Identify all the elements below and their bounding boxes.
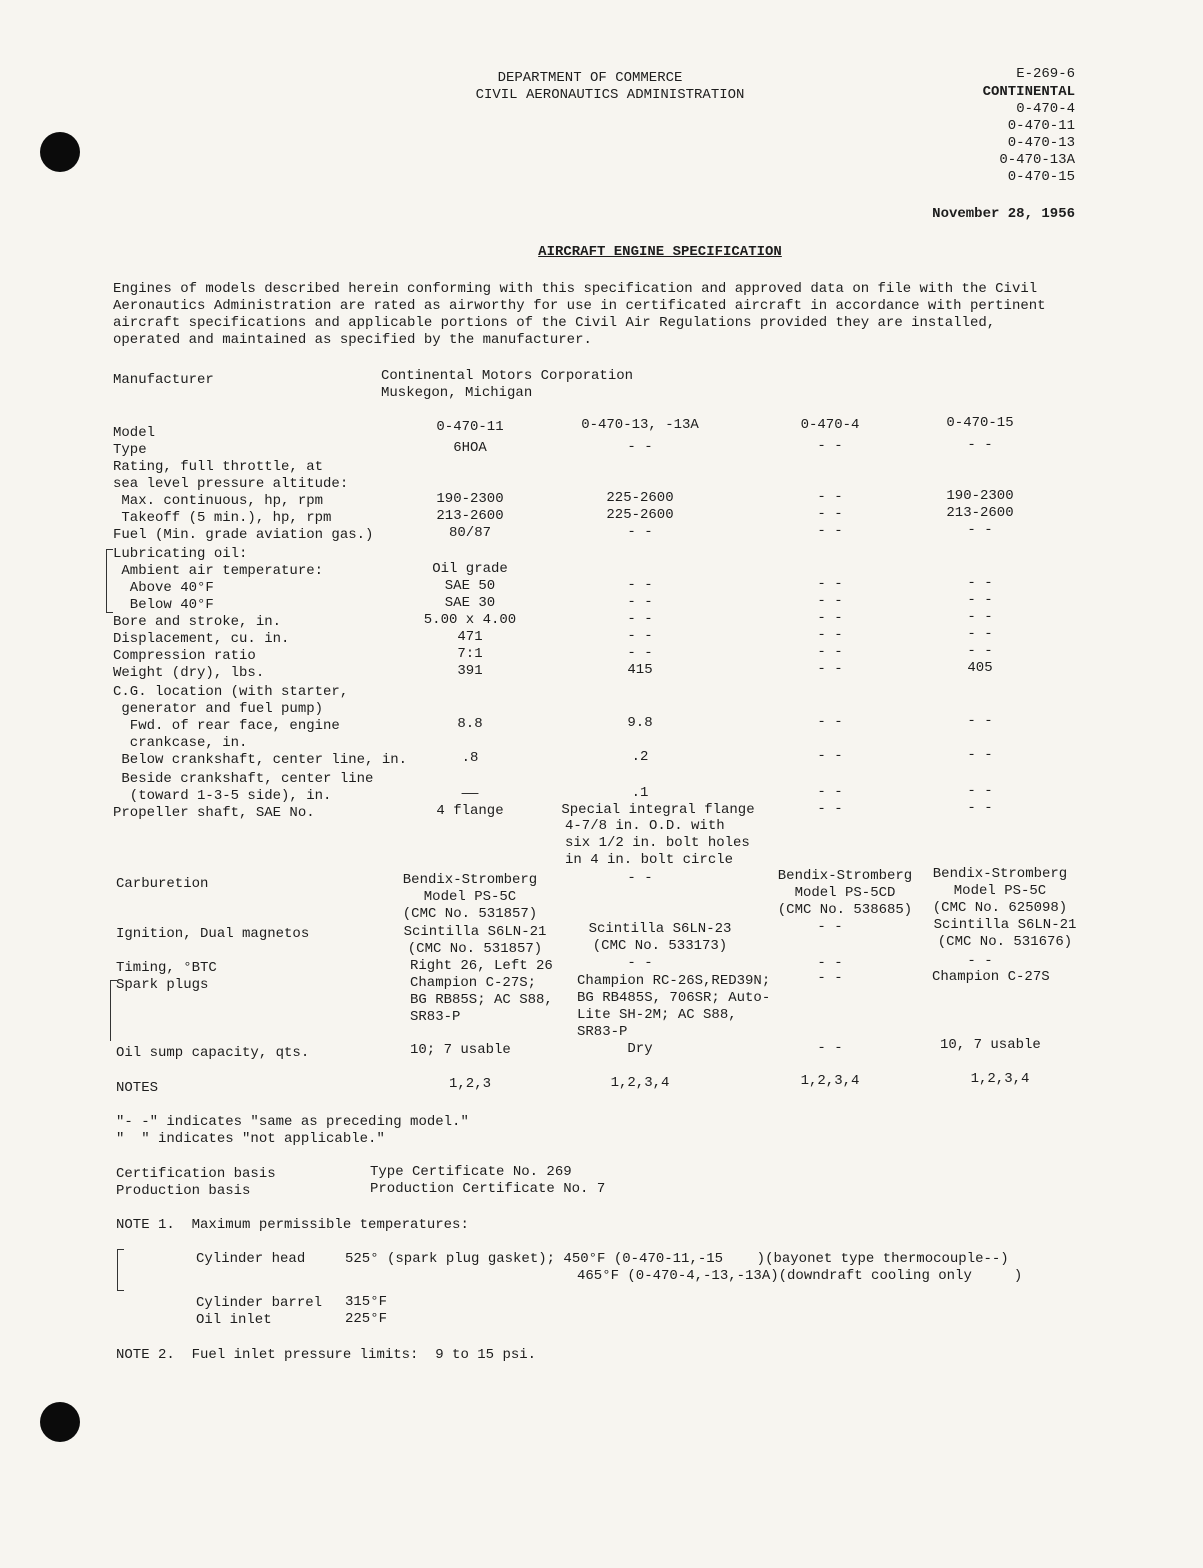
oil-sump-value: - - [817,1040,843,1056]
spec-cell: - - [967,609,993,625]
spec-cell: 405 [967,660,993,676]
spec-cell: 213-2600 [436,508,504,524]
spec-cell: - - [817,784,843,800]
spec-cell: Oil grade [432,561,508,577]
notes-label: NOTES [116,1080,159,1096]
spec-row-label: Rating, full throttle, at [113,459,324,475]
model-id: 0-470-13 [1007,135,1075,151]
intro-line: aircraft specifications and applicable portions of the Civil Air Regulations provided they are installed, [113,315,996,331]
spec-cell: - - [817,644,843,660]
intro-line: Aeronautics Administration are rated as airworthy for use in certificated aircraft in accordance with pertinent [113,298,1046,314]
notes-value: 1,2,3 [448,1076,491,1092]
carburetion-value: Model PS-5C [423,889,517,905]
spec-cell: - - [817,714,843,730]
oil-sump-value: 10; 7 usable [410,1042,511,1058]
cylinder-head-label: Cylinder head [196,1251,306,1267]
carburetion-label: Carburetion [116,876,209,892]
spec-row-label: Weight (dry), lbs. [113,665,265,681]
spec-row-label: Beside crankshaft, center line [113,771,374,787]
spec-cell: - - [627,645,653,661]
carburetion-value: Model PS-5CD [794,885,896,901]
spec-row-label: Below crankshaft, center line, in. [113,752,408,768]
spec-cell: 415 [627,662,653,678]
note-1-bracket [117,1249,124,1291]
carburetion-value: Bendix-Stromberg [777,868,913,884]
oil-sump-label: Oil sump capacity, qts. [116,1045,310,1061]
intro-line: operated and maintained as specified by the manufacturer. [113,332,592,348]
spark-plugs-value: Champion RC-26S,RED39N; [577,973,771,989]
spec-row-label: Ambient air temperature: [113,563,324,579]
spec-cell: - - [817,593,843,609]
propeller-detail-line: 4-7/8 in. O.D. with [565,818,725,834]
ignition-value: (CMC No. 531676) [937,934,1073,950]
production-basis-label: Production basis [116,1183,251,1199]
spec-row-label: generator and fuel pump) [113,701,324,717]
spec-cell: - - [817,506,843,522]
propeller-detail-line: six 1/2 in. bolt holes [565,835,750,851]
spec-cell: - - [627,524,653,540]
lubricating-bracket [106,549,113,613]
spec-cell: - - [627,594,653,610]
spec-cell: .2 [631,749,649,765]
spec-cell: - - [967,575,993,591]
spec-cell: SAE 30 [444,595,496,611]
spec-cell: - - [817,801,843,817]
spec-cell: - - [967,626,993,642]
spec-row-label: Compression ratio [113,648,256,664]
spec-cell: 6HOA [453,440,487,456]
column-header-0-470-4: 0-470-4 [800,417,860,433]
cylinder-barrel-label: Cylinder barrel [196,1295,323,1311]
spec-cell: - - [627,577,653,593]
spec-cell: - - [817,576,843,592]
certification-basis-label: Certification basis [116,1166,276,1182]
spark-plugs-value: SR83-P [410,1009,461,1025]
carburetion-value: - - [627,870,653,886]
spec-cell: 213-2600 [946,505,1014,521]
maker-name: CONTINENTAL [982,84,1075,100]
spec-number: E-269-6 [1016,66,1075,82]
spec-cell: 190-2300 [436,491,504,507]
manufacturer-label: Manufacturer [113,372,214,388]
spec-cell: - - [817,661,843,677]
spark-plugs-value: Lite SH-2M; AC S88, [577,1007,737,1023]
spec-cell: - - [967,592,993,608]
spec-row-label: Type [113,442,147,458]
ignition-value: Scintilla S6LN-23 [588,921,732,937]
spec-cell: 225-2600 [606,490,674,506]
spec-row-label: Below 40°F [113,597,214,613]
spec-cell: 391 [457,663,483,679]
spec-cell: - - [627,439,653,455]
model-id: 0-470-13A [999,152,1075,168]
spec-row-label: Above 40°F [113,580,214,596]
legend-line: "- -" indicates "same as preceding model." [116,1114,469,1130]
spec-cell: 4 flange [436,803,504,819]
notes-value: 1,2,3,4 [800,1073,860,1089]
cylinder-head-value: 525° (spark plug gasket); 450°F (0-470-11,-15 )(bayonet type thermocouple--) [345,1251,1009,1267]
column-header-0-470-15: 0-470-15 [946,415,1014,431]
spec-row-label: Lubricating oil: [113,546,248,562]
spec-row-label: crankcase, in. [113,735,248,751]
spec-cell: 9.8 [627,715,653,731]
department-heading: DEPARTMENT OF COMMERCE [497,70,683,86]
spark-plugs-value: BG RB85S; AC S88, [410,992,553,1008]
spec-cell: - - [967,437,993,453]
column-header-0-470-11: 0-470-11 [436,419,504,435]
spec-cell: - - [817,610,843,626]
spark-plugs-value: - - [817,970,843,986]
spark-plugs-value: SR83-P [577,1024,628,1040]
timing-value: - - [967,953,993,969]
spec-cell: - - [627,628,653,644]
spec-cell: .8 [461,750,479,766]
spec-cell: - - [967,643,993,659]
oil-inlet-label: Oil inlet [196,1312,272,1328]
ignition-value: Scintilla S6LN-21 [403,924,547,940]
spec-row-label: (toward 1-3-5 side), in. [113,788,332,804]
manufacturer-city: Muskegon, Michigan [381,385,533,401]
certification-basis-value: Type Certificate No. 269 [370,1164,572,1180]
document-date: November 28, 1956 [932,206,1075,222]
oil-sump-value: 10, 7 usable [940,1037,1041,1053]
spec-cell: 190-2300 [946,488,1014,504]
spec-cell: 8.8 [457,716,483,732]
carburetion-value: Bendix-Stromberg [932,866,1068,882]
spec-cell: 80/87 [448,525,491,541]
spec-row-label: C.G. location (with starter, [113,684,349,700]
spec-cell: 5.00 x 4.00 [423,612,517,628]
cylinder-barrel-value: 315°F [345,1294,388,1310]
spec-cell: 471 [457,629,483,645]
carburetion-value: Model PS-5C [953,883,1047,899]
model-id: 0-470-11 [1007,118,1075,134]
carburetion-value: (CMC No. 538685) [777,902,913,918]
spec-cell: 225-2600 [606,507,674,523]
notes-value: 1,2,3,4 [610,1075,670,1091]
carburetion-value: Bendix-Stromberg [402,872,538,888]
propeller-detail-line: in 4 in. bolt circle [565,852,734,868]
ignition-label: Ignition, Dual magnetos [116,926,310,942]
oil-sump-value: Dry [627,1041,653,1057]
manufacturer-name: Continental Motors Corporation [381,368,634,384]
administration-heading: CIVIL AERONAUTICS ADMINISTRATION [475,87,745,103]
note-2: NOTE 2. Fuel inlet pressure limits: 9 to 15 psi. [116,1347,537,1363]
spec-cell: - - [967,747,993,763]
spark-plugs-value: Champion C-27S [932,969,1050,985]
spec-cell: - - [627,611,653,627]
spec-row-label: Fuel (Min. grade aviation gas.) [113,527,374,543]
column-header-0-470-13: 0-470-13, -13A [581,417,699,433]
carburetion-value: (CMC No. 625098) [932,900,1068,916]
timing-value: - - [627,955,653,971]
spec-cell: 7:1 [457,646,483,662]
spec-row-label: Propeller shaft, SAE No. [113,805,315,821]
spec-cell: SAE 50 [444,578,496,594]
timing-label: Timing, °BTC [116,960,217,976]
spec-cell: - - [817,748,843,764]
ignition-value: (CMC No. 533173) [592,938,728,954]
spark-plugs-label: Spark plugs [116,977,209,993]
punch-hole-top [40,132,80,172]
spec-cell: Special integral flange [561,802,755,818]
notes-value: 1,2,3,4 [970,1071,1030,1087]
spec-row-label: Takeoff (5 min.), hp, rpm [113,510,332,526]
spec-cell: - - [817,438,843,454]
ignition-value: - - [817,919,843,935]
spec-row-label: Max. continuous, hp, rpm [113,493,324,509]
spec-row-label: Displacement, cu. in. [113,631,290,647]
spec-row-label: sea level pressure altitude: [113,476,349,492]
legend-line: " " indicates "not applicable." [116,1131,385,1147]
ignition-value: Scintilla S6LN-21 [933,917,1077,933]
document-title: AIRCRAFT ENGINE SPECIFICATION [538,244,782,260]
intro-line: Engines of models described herein conforming with this specification and approved data on file with the Civil [113,281,1038,297]
spark-plugs-value: Champion C-27S; [410,975,537,991]
timing-value: - - [817,955,843,971]
model-id: 0-470-4 [1016,101,1075,117]
spec-row-label: Model [113,425,156,441]
spec-cell: .1 [631,785,649,801]
spec-cell: - - [967,713,993,729]
model-id: 0-470-15 [1007,169,1075,185]
spec-cell: - - [967,522,993,538]
timing-value: Right 26, Left 26 [410,958,553,974]
carburetion-value: (CMC No. 531857) [402,906,538,922]
spec-cell: - - [817,627,843,643]
spark-plugs-value: BG RB485S, 706SR; Auto- [577,990,771,1006]
spec-row-label: Bore and stroke, in. [113,614,282,630]
spec-cell: - - [967,800,993,816]
oil-inlet-value: 225°F [345,1311,388,1327]
punch-hole-bottom [40,1402,80,1442]
spec-cell: - - [817,523,843,539]
spec-row-label: Fwd. of rear face, engine [113,718,340,734]
note-1-title: NOTE 1. Maximum permissible temperatures: [116,1217,469,1233]
spec-cell: —— [461,786,479,802]
cylinder-head-value: 465°F (0-470-4,-13,-13A)(downdraft cooling only ) [577,1268,1023,1284]
ignition-value: (CMC No. 531857) [407,941,543,957]
spec-cell: - - [817,489,843,505]
production-basis-value: Production Certificate No. 7 [370,1181,606,1197]
spec-cell: - - [967,783,993,799]
